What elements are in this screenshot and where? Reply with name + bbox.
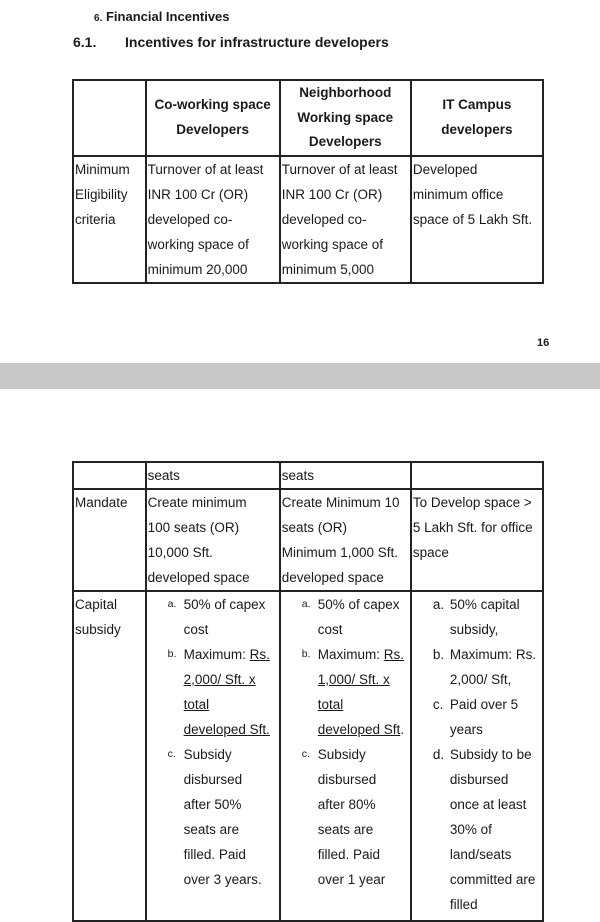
cell-line: Minimum 1,000 Sft. xyxy=(281,545,399,560)
underlined-text: total xyxy=(317,697,344,712)
cell-line: Working space xyxy=(297,109,394,125)
list-line: disbursed xyxy=(317,772,377,787)
list-line: land/seats xyxy=(449,847,512,862)
row-label-mandate: Mandate xyxy=(73,489,146,591)
incentives-table-part-2 xyxy=(72,461,544,922)
underlined-text: Rs. xyxy=(383,647,405,662)
list-line xyxy=(318,667,410,692)
header-empty xyxy=(73,80,146,156)
list-line xyxy=(318,717,410,742)
cell-line: Developed xyxy=(412,161,478,177)
list-marker: c. xyxy=(432,697,444,712)
underlined-text: 2,000/ Sft. x xyxy=(183,672,256,687)
list-line: over 1 year xyxy=(317,872,386,887)
header-coworking xyxy=(146,80,280,156)
subsection-heading xyxy=(73,34,389,50)
cell-continued-label xyxy=(73,462,146,489)
cell-subsidy-itcampus xyxy=(411,591,543,921)
list-line: over 3 years. xyxy=(183,872,262,887)
cell-line: Turnover of at least xyxy=(147,161,264,177)
cell-subsidy-coworking xyxy=(146,591,280,921)
cell-continued-neighborhood: seats xyxy=(280,462,411,489)
table-row-capital-subsidy xyxy=(73,591,543,921)
list-line: committed are xyxy=(449,872,536,887)
cell-eligibility-coworking xyxy=(146,156,280,283)
page-break-band xyxy=(0,363,600,389)
cell-mandate-neighborhood xyxy=(280,489,411,591)
cell-line: Turnover of at least xyxy=(281,161,398,177)
cell-line: Co-working space xyxy=(154,97,271,113)
cell-line: space xyxy=(412,545,449,560)
list-line: 50% capital xyxy=(449,597,520,612)
list-line: once at least xyxy=(449,797,527,812)
cell-line: Eligibility xyxy=(75,186,128,202)
list-item xyxy=(148,742,279,892)
cell-line: 100 seats (OR) xyxy=(147,520,240,535)
list-line: seats are xyxy=(317,822,374,837)
cell-line: Capital xyxy=(75,597,118,612)
underlined-text: total xyxy=(183,697,210,712)
table-row-mandate xyxy=(73,489,543,591)
list-line-prefix: Maximum: xyxy=(183,647,250,662)
list-item xyxy=(413,592,542,642)
list-line: cost xyxy=(183,622,209,637)
list-line: Maximum: Rs. xyxy=(449,647,537,662)
list-item xyxy=(413,692,542,742)
list-marker: b. xyxy=(167,648,177,660)
list-line: 50% of capex xyxy=(317,597,400,612)
list-line: filled. Paid xyxy=(183,847,246,862)
list-line: disbursed xyxy=(449,772,509,787)
cell-line: working space of xyxy=(281,236,384,252)
list-line-tail: . xyxy=(400,722,405,737)
list-marker: c. xyxy=(167,748,176,760)
list-line xyxy=(184,692,279,717)
cell-line: Developers xyxy=(308,134,382,149)
cell-line: developed space xyxy=(281,570,384,585)
list-line xyxy=(184,717,279,742)
row-label-capital-subsidy xyxy=(73,591,146,921)
cell-line: seats (OR) xyxy=(281,520,348,535)
list-item xyxy=(282,592,410,642)
table-header-row xyxy=(73,80,543,156)
list-line: seats are xyxy=(183,822,240,837)
underlined-text: 1,000/ Sft. x xyxy=(317,672,390,687)
list-line: 2,000/ Sft, xyxy=(449,672,512,687)
cell-line: minimum 5,000 xyxy=(281,261,375,277)
list-item xyxy=(413,642,542,692)
cell-continued-itcampus xyxy=(411,462,543,489)
list-line: subsidy, xyxy=(449,622,499,637)
list-marker: b. xyxy=(432,647,445,662)
list-line: filled. Paid xyxy=(317,847,381,862)
cell-eligibility-neighborhood xyxy=(280,156,411,283)
cell-line: Neighborhood xyxy=(299,85,392,100)
list-marker: a. xyxy=(167,598,177,610)
cell-line: subsidy xyxy=(75,622,121,637)
cell-line: criteria xyxy=(75,211,116,227)
list-line xyxy=(184,642,279,667)
list-line: cost xyxy=(317,622,343,637)
cell-line: INR 100 Cr (OR) xyxy=(281,186,383,202)
list-line: Subsidy xyxy=(183,747,232,762)
section-title: Financial Incentives xyxy=(105,9,230,24)
header-itcampus xyxy=(411,80,543,156)
cell-line: minimum 20,000 xyxy=(147,261,248,277)
cell-line: 5 Lakh Sft. for office xyxy=(412,520,533,535)
list-item xyxy=(148,592,279,642)
cell-line: Create Minimum 10 xyxy=(281,495,400,510)
cell-line: IT Campus xyxy=(442,97,512,113)
list-line: 50% of capex xyxy=(183,597,266,612)
underlined-text: developed Sft xyxy=(317,722,401,737)
cell-line: Developers xyxy=(176,121,250,137)
cell-mandate-itcampus xyxy=(411,489,543,591)
cell-line: Create minimum xyxy=(147,495,247,510)
cell-mandate-coworking xyxy=(146,489,280,591)
list-line xyxy=(184,667,279,692)
section-heading xyxy=(94,9,230,24)
cell-line: minimum office xyxy=(412,186,504,202)
list-marker: a. xyxy=(432,597,445,612)
cell-line: developed co- xyxy=(281,211,367,227)
subsection-number: 6.1. xyxy=(73,34,97,50)
list-marker: a. xyxy=(301,598,311,610)
cell-line: working space of xyxy=(147,236,249,252)
cell-line: space of 5 Lakh Sft. xyxy=(412,211,533,227)
row-label-eligibility xyxy=(73,156,146,283)
cell-continued-coworking: seats xyxy=(146,462,280,489)
list-marker: b. xyxy=(301,648,311,660)
incentives-table-part-1 xyxy=(72,79,544,284)
list-line: Subsidy xyxy=(317,747,366,762)
cell-line: developed co- xyxy=(147,211,233,227)
header-neighborhood xyxy=(280,80,411,156)
table-row-eligibility xyxy=(73,156,543,283)
list-line: after 50% xyxy=(183,797,242,812)
list-item xyxy=(282,642,410,742)
list-line xyxy=(318,642,410,667)
cell-line: Minimum xyxy=(75,161,130,177)
list-line: after 80% xyxy=(317,797,376,812)
list-item xyxy=(282,742,410,892)
list-marker: c. xyxy=(301,748,310,760)
cell-line: 10,000 Sft. xyxy=(147,545,213,560)
list-line-prefix: Maximum: xyxy=(317,647,384,662)
underlined-text: developed Sft. xyxy=(183,722,270,737)
list-line: disbursed xyxy=(183,772,243,787)
cell-subsidy-neighborhood xyxy=(280,591,411,921)
cell-eligibility-itcampus xyxy=(411,156,543,283)
list-line: Paid over 5 xyxy=(449,697,519,712)
subsection-title: Incentives for infrastructure developers xyxy=(125,34,389,50)
list-line: filled xyxy=(449,897,478,912)
cell-line: developers xyxy=(441,121,513,137)
table-row-continued xyxy=(73,462,543,489)
underlined-text: Rs. xyxy=(249,647,270,662)
cell-line: To Develop space > xyxy=(412,495,532,510)
cell-line: developed space xyxy=(147,570,250,585)
list-marker: d. xyxy=(432,747,445,762)
section-number: 6. xyxy=(94,13,103,24)
list-line xyxy=(318,692,410,717)
list-line: Subsidy to be xyxy=(449,747,532,762)
cell-line: INR 100 Cr (OR) xyxy=(147,186,249,202)
page-number: 16 xyxy=(537,337,550,349)
list-line: years xyxy=(449,722,483,737)
list-line: 30% of xyxy=(449,822,492,837)
list-item xyxy=(148,642,279,742)
